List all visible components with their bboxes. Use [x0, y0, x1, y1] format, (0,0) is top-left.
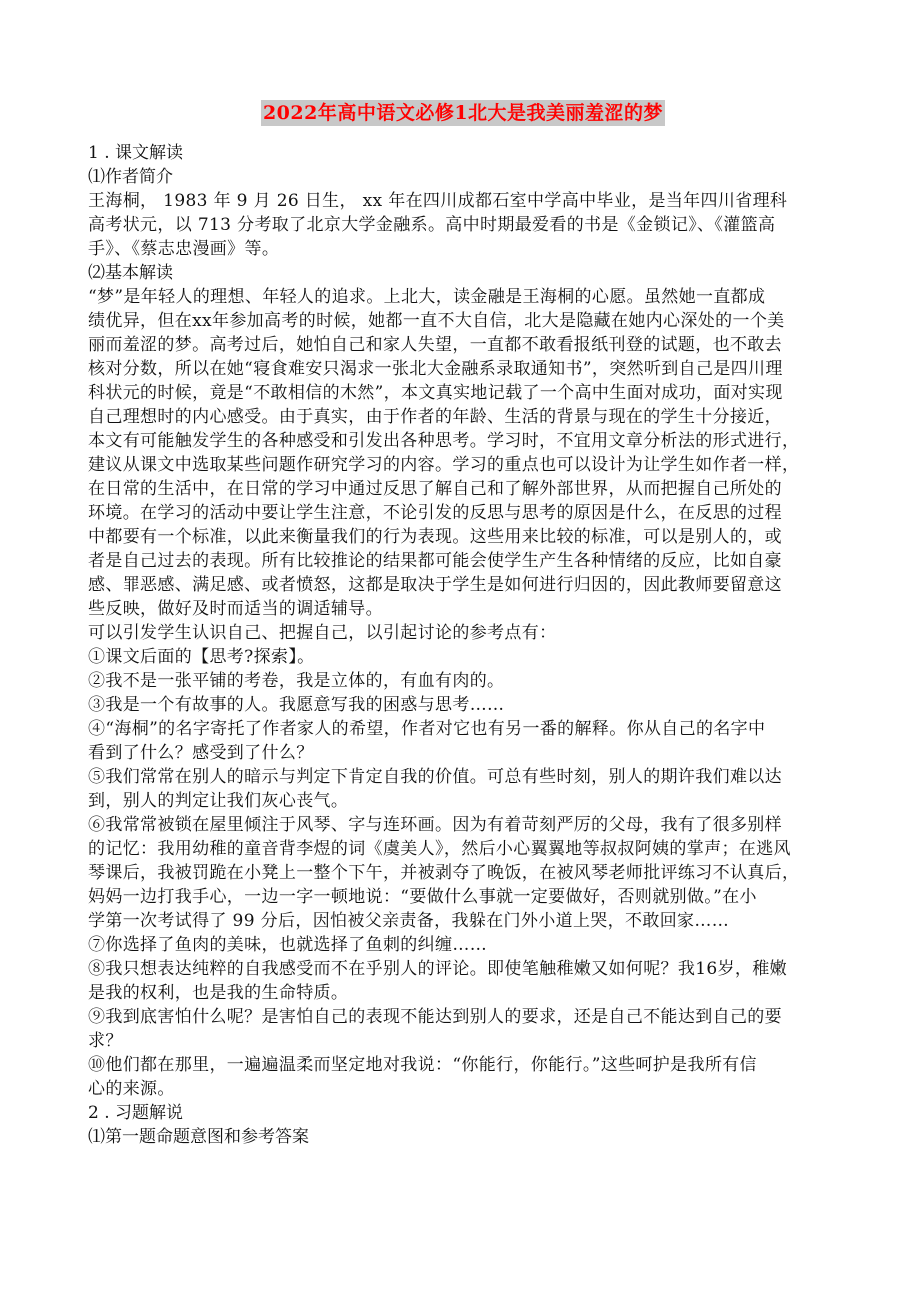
discussion-point-1 — [88, 645, 838, 669]
document-title: 2022年高中语文必修1北大是我美丽羞涩的梦 — [262, 102, 664, 124]
point-line: 琴课后，我被罚跪在小凳上一整个下午，并被剥夺了晚饭，在被风琴老师批评练习不认真后， — [88, 863, 800, 883]
point-line: 的记忆：我用幼稚的童音背李煜的词《虞美人》，然后小心翼翼地等叔叔阿姨的掌声；在逃风 — [88, 839, 791, 859]
point-line: 心的来源。 — [88, 1079, 175, 1099]
paragraph-line: “梦”是年轻人的理想、年轻人的追求。上北大，读金融是王海桐的心愿。虽然她一直都成 — [88, 287, 766, 307]
subsection-heading-exercise-1: ⑴第一题命题意图和参考答案 — [88, 1127, 309, 1147]
discussion-point-9 — [88, 1005, 838, 1053]
point-line: 学第一次考试得了 99 分后，因怕被父亲责备，我躲在门外小道上哭，不敢回家…… — [88, 911, 730, 931]
title-container — [88, 100, 838, 126]
subsection-heading-author: ⑴作者简介 — [88, 167, 173, 187]
point-line: 是我的权利，也是我的生命特质。 — [88, 983, 349, 1003]
paragraph-line: 在日常的生活中，在日常的学习中通过反思了解自己和了解外部世界，从而把握自己所处的 — [88, 479, 782, 499]
discussion-point-4 — [88, 717, 838, 765]
paragraph-line: 绩优异，但在xx年参加高考的时候，她都一直不大自信，北大是隐藏在她内心深处的一个美 — [88, 311, 785, 331]
paragraph-line: 核对分数，所以在她“寝食难安只渴求一张北大金融系录取通知书”，突然听到自己是四川理 — [88, 359, 783, 379]
point-line: ③我是一个有故事的人。我愿意写我的困惑与思考…… — [88, 695, 505, 715]
point-line: ⑨我到底害怕什么呢？是害怕自己的表现不能达到别人的要求，还是自己不能达到自己的要 — [88, 1007, 782, 1027]
paragraph-line: 中都要有一个标准，以此来衡量我们的行为表现。这些用来比较的标准，可以是别人的，或 — [88, 527, 782, 547]
paragraph-line: 者是自己过去的表现。所有比较推论的结果都可能会使学生产生各种情绪的反应，比如自豪 — [88, 551, 782, 571]
paragraph-line: 自己理想时的内心感受。由于真实，由于作者的年龄、生活的背景与现在的学生十分接近， — [88, 407, 782, 427]
point-line: 求？ — [88, 1031, 123, 1051]
paragraph-line: 感、罪恶感、满足感、或者愤怒，这都是取决于学生是如何进行归因的，因此教师要留意这 — [88, 575, 782, 595]
paragraph-line: 可以引发学生认识自己、把握自己，以引起讨论的参考点有： — [88, 623, 557, 643]
discussion-point-7 — [88, 933, 838, 957]
document-body — [88, 141, 838, 1149]
discussion-point-5 — [88, 765, 838, 813]
point-line: 到，别人的判定让我们灰心丧气。 — [88, 791, 349, 811]
section-heading-1: 1 . 课文解读 — [88, 143, 184, 163]
subsection-heading-basic: ⑵基本解读 — [88, 263, 173, 283]
discussion-point-6 — [88, 813, 838, 933]
paragraph-line: 高考状元，以 713 分考取了北京大学金融系。高中时期最爱看的书是《金锁记》、《灌篮高 — [88, 215, 776, 235]
point-line: ⑩他们都在那里，一遍遍温柔而坚定地对我说：“你能行，你能行。”这些呵护是我所有信 — [88, 1055, 757, 1075]
author-intro-paragraph — [88, 189, 838, 261]
discussion-point-2 — [88, 669, 838, 693]
paragraph-line: 本文有可能触发学生的各种感受和引发出各种思考。学习时，不宜用文章分析法的形式进行， — [88, 431, 800, 451]
paragraph-line: 科状元的时候，竟是“不敢相信的木然”，本文真实地记载了一个高中生面对成功，面对实现 — [88, 383, 783, 403]
discussion-points-list — [88, 645, 838, 1101]
discussion-point-3 — [88, 693, 838, 717]
discussion-point-10 — [88, 1053, 838, 1101]
point-line: 看到了什么？感受到了什么？ — [88, 743, 314, 763]
paragraph-line: 些反映，做好及时而适当的调适辅导。 — [88, 599, 383, 619]
basic-reading-paragraph — [88, 285, 838, 645]
point-line: ⑥我常常被锁在屋里倾注于风琴、字与连环画。因为有着苛刻严厉的父母，我有了很多别样 — [88, 815, 782, 835]
paragraph-line: 王海桐， 1983 年 9 月 26 日生， xx 年在四川成都石室中学高中毕业，是当年四川省理科 — [88, 191, 788, 211]
point-line: ⑤我们常常在别人的暗示与判定下肯定自我的价值。可总有些时刻，别人的期许我们难以达 — [88, 767, 782, 787]
paragraph-line: 手》、《蔡志忠漫画》等。 — [88, 239, 280, 259]
paragraph-line: 环境。在学习的活动中要让学生注意，不论引发的反思与思考的原因是什么，在反思的过程 — [88, 503, 782, 523]
point-line: ④“海桐”的名字寄托了作者家人的希望，作者对它也有另一番的解释。你从自己的名字中 — [88, 719, 766, 739]
point-line: ②我不是一张平铺的考卷，我是立体的，有血有肉的。 — [88, 671, 505, 691]
paragraph-line: 建议从课文中选取某些问题作研究学习的内容。学习的重点也可以设计为让学生如作者一样， — [88, 455, 800, 475]
point-line: 妈妈一边打我手心，一边一字一顿地说：“要做什么事就一定要做好，否则就别做。”在小 — [88, 887, 757, 907]
point-line: ①课文后面的【思考?探索】。 — [88, 647, 315, 667]
discussion-point-8 — [88, 957, 838, 1005]
point-line: ⑧我只想表达纯粹的自我感受而不在乎别人的评论。即使笔触稚嫩又如何呢？我16岁，稚嫩 — [88, 959, 787, 979]
point-line: ⑦你选择了鱼肉的美味，也就选择了鱼刺的纠缠…… — [88, 935, 488, 955]
section-heading-2: 2 . 习题解说 — [88, 1103, 184, 1123]
paragraph-line: 丽而羞涩的梦。高考过后，她怕自己和家人失望，一直都不敢看报纸刊登的试题，也不敢去 — [88, 335, 782, 355]
